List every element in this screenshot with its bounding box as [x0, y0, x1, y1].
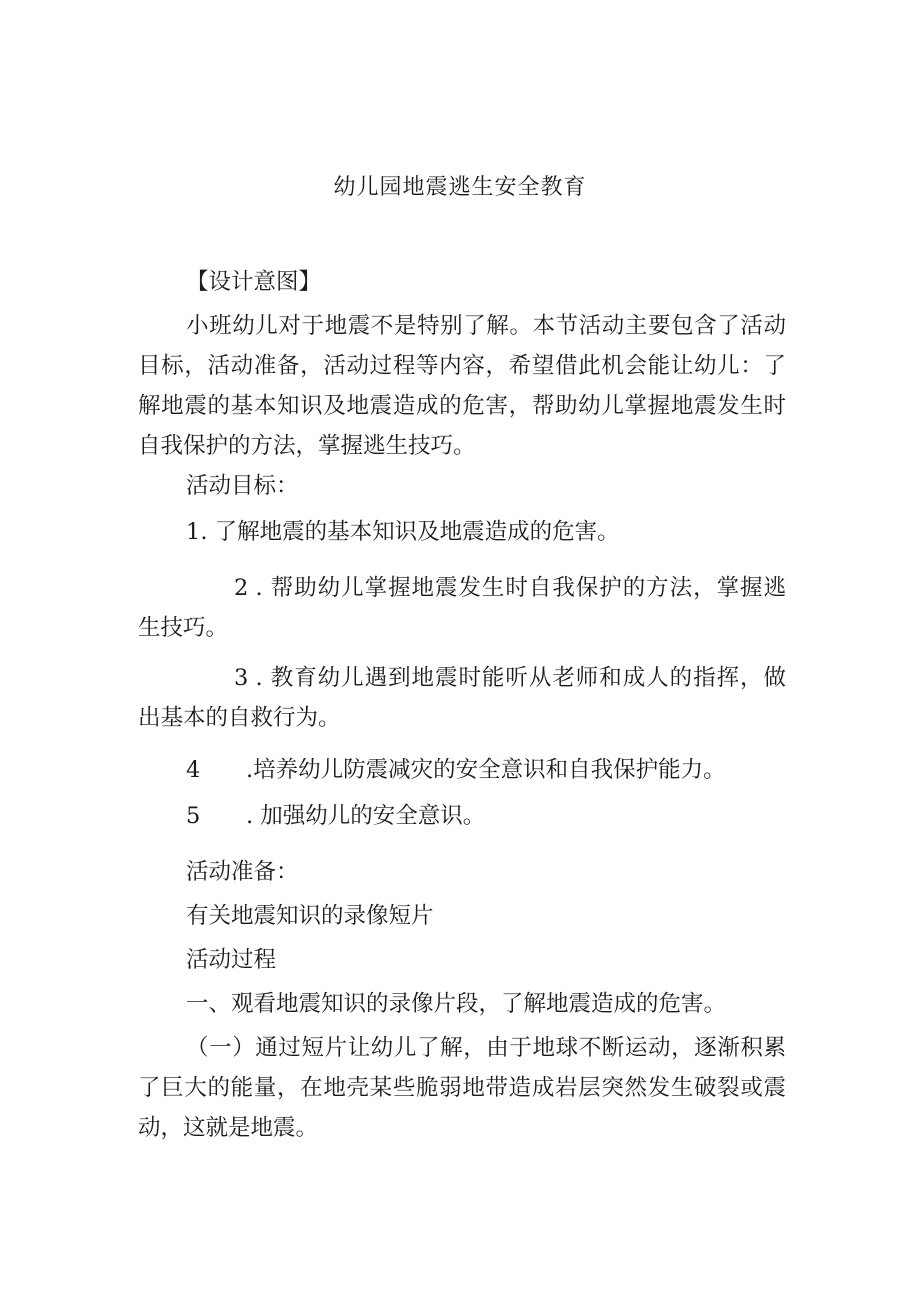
goal-text: 帮助幼儿掌握地震发生时自我保护的方法，掌握逃生技巧。 — [138, 575, 786, 641]
goal-text: 了解地震的基本知识及地震造成的危害。 — [214, 519, 620, 545]
goal-text: 教育幼儿遇到地震时能听从老师和成人的指挥，做出基本的自救行为。 — [138, 665, 786, 731]
goal-item-1 — [186, 512, 786, 552]
goal-number: 3 . — [234, 665, 263, 691]
goals-heading: 活动目标： — [186, 473, 299, 499]
goal-number: 2 . — [234, 575, 263, 601]
process-step-1-sub: （一）通过短片让幼儿了解，由于地球不断运动，逐渐积累了巨大的能量，在地壳某些脆弱地带造成岩层突然发生破裂或震动，这就是地震。 — [138, 1035, 786, 1141]
process-heading: 活动过程 — [186, 947, 277, 973]
document-title: 幼儿园地震逃生安全教育 — [333, 175, 587, 200]
goal-item-2 — [138, 568, 786, 648]
goal-item-4 — [186, 750, 786, 790]
goal-item-3 — [138, 658, 786, 738]
design-intent-heading: 【设计意图】 — [186, 269, 322, 295]
process-step-1: 一、观看地震知识的录像片段，了解地震造成的危害。 — [186, 991, 727, 1017]
goal-number: 4 — [186, 757, 201, 783]
goal-item-5 — [186, 796, 786, 836]
goal-text: .培养幼儿防震减灾的安全意识和自我保护能力。 — [246, 757, 726, 783]
intro-paragraph: 小班幼儿对于地震不是特别了解。本节活动主要包含了活动目标，活动准备，活动过程等内容，希望借此机会能让幼儿：了解地震的基本知识及地震造成的危害，帮助幼儿掌握地震发生时自我保护的方法，掌握逃生技巧。 — [138, 313, 786, 459]
prep-item: 有关地震知识的录像短片 — [186, 903, 434, 929]
goal-number: 1. — [186, 519, 208, 545]
goal-number: 5 — [186, 803, 201, 829]
goal-text: . 加强幼儿的安全意识。 — [246, 803, 486, 829]
prep-heading: 活动准备： — [186, 859, 299, 885]
